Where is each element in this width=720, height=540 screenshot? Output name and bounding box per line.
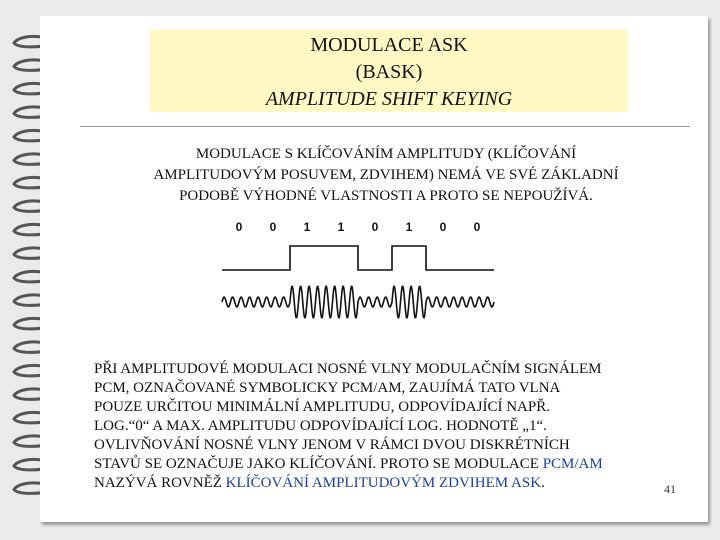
intro-line-2: AMPLITUDOVÝM POSUVEM, ZDVIHEM) NEMÁ VE SVÉ ZÁKLADNÍ (153, 167, 619, 183)
bit-label: 1 (337, 220, 345, 234)
bit-label: 0 (439, 220, 447, 234)
body-line-7-text: NAZÝVÁ ROVNĚŽ (94, 475, 226, 491)
body-line-3: POUZE URČITOU MINIMÁLNÍ AMPLITUDU, ODPOVÍDAJÍCÍ NAPŘ. (94, 399, 550, 415)
body-line-7-end: . (541, 475, 545, 491)
intro-line-3: PODOBĚ VÝHODNÉ VLASTNOSTI A PROTO SE NEPOUŽÍVÁ. (179, 188, 593, 204)
ask-signal-diagram (210, 214, 510, 324)
body-line-5: OVLIVŇOVÁNÍ NOSNÉ VLNY JENOM V RÁMCI DVOU DISKRÉTNÍCH (94, 437, 570, 453)
ask-modulated-wave (222, 286, 494, 317)
title-line-1: MODULACE ASK (310, 34, 468, 56)
digital-signal-line (222, 246, 494, 270)
intro-line-1: MODULACE S KLÍČOVÁNÍM AMPLITUDY (KLÍČOVÁNÍ (195, 146, 577, 162)
bit-label: 0 (473, 220, 481, 234)
title-line-2: (BASK) (355, 61, 423, 83)
bit-label: 1 (303, 220, 311, 234)
divider-line (80, 126, 690, 127)
body-line-4: LOG.“0“ A MAX. AMPLITUDU ODPOVÍDAJÍCÍ LOG. HODNOTĚ „1“. (94, 418, 547, 434)
body-line-6 (94, 455, 694, 474)
pcm-am-highlight: PCM/AM (542, 456, 603, 472)
page-number: 41 (664, 482, 676, 496)
bit-label: 1 (405, 220, 413, 234)
title-box (150, 30, 628, 112)
body-paragraph (94, 360, 694, 493)
intro-paragraph (84, 144, 688, 207)
body-line-6-text: STAVŮ SE OZNAČUJE JAKO KLÍČOVÁNÍ. PROTO SE MODULACE (94, 456, 543, 472)
ask-term-highlight: KLÍČOVÁNÍ AMPLITUDOVÝM ZDVIHEM ASK (225, 475, 542, 491)
bit-label: 0 (269, 220, 277, 234)
body-line-1: PŘI AMPLITUDOVÉ MODULACI NOSNÉ VLNY MODULAČNÍM SIGNÁLEM (94, 361, 602, 377)
bit-label: 0 (371, 220, 379, 234)
bit-label: 0 (235, 220, 243, 234)
body-line-2: PCM, OZNAČOVANÉ SYMBOLICKY PCM/AM, ZAUJÍMÁ TATO VLNA (94, 380, 561, 396)
body-line-7 (94, 474, 694, 493)
title-line-3: AMPLITUDE SHIFT KEYING (265, 88, 513, 110)
